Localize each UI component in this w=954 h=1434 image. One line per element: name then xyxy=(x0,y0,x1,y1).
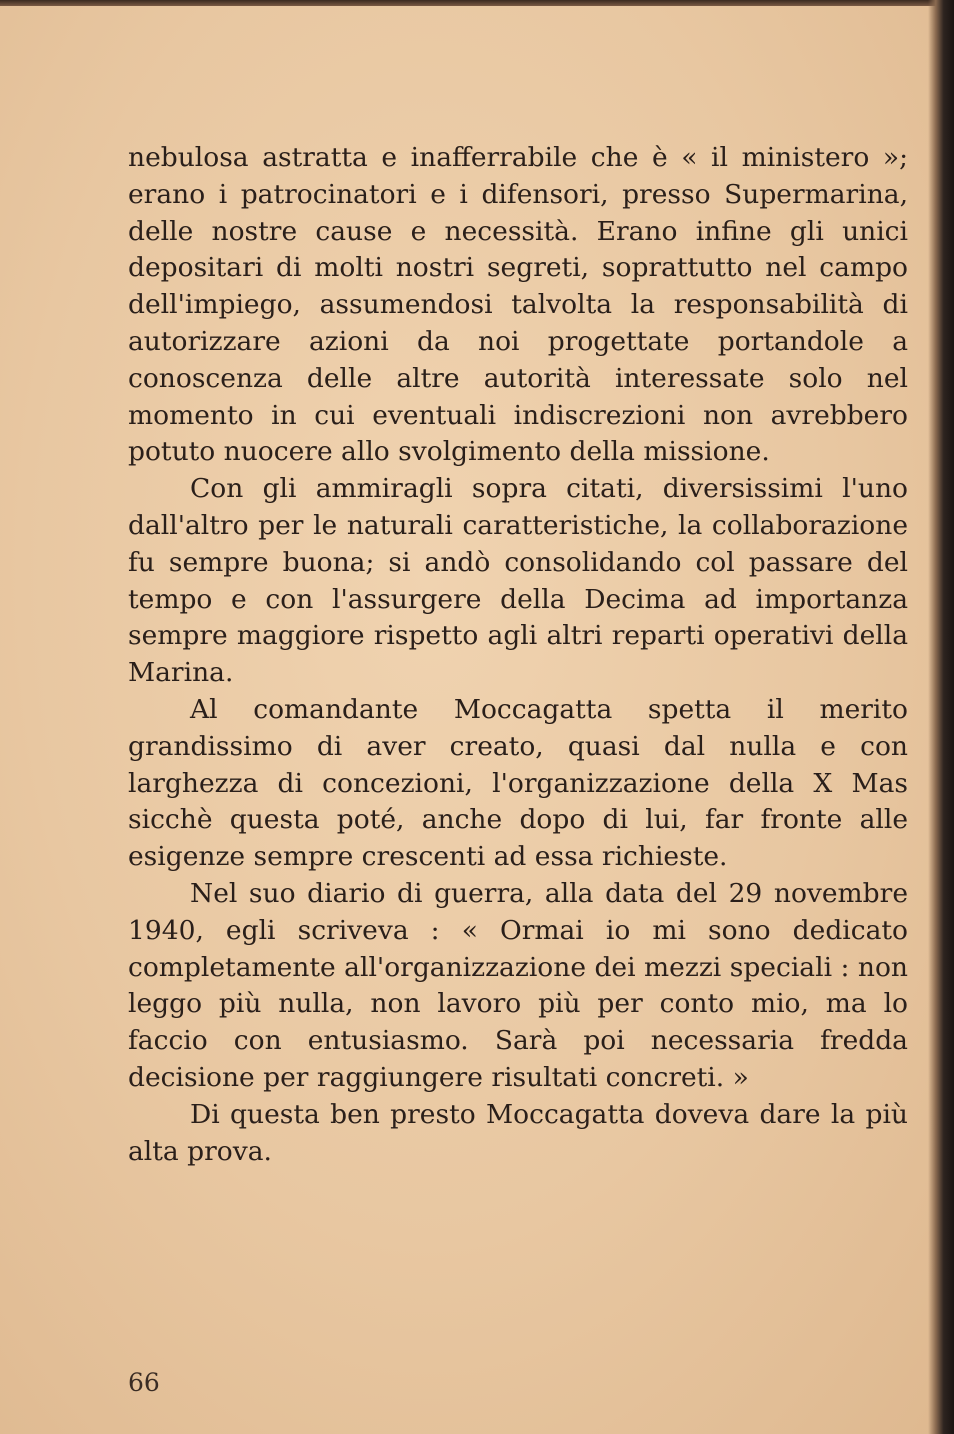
page-number: 66 xyxy=(128,1368,160,1397)
page-top-edge xyxy=(0,0,954,6)
book-spine-shadow xyxy=(928,0,954,1434)
paragraph-1: nebulosa astratta e inafferrabile che è « il ministero »; erano i patrocinatori e i difensori, presso Supermarina, delle nostre cause e necessità. Erano infine gli unici depositari di molti nostri segreti, soprattutto nel campo dell'impiego, assumendosi talvolta la responsabilità di autorizzare azioni da noi progettate portandole a conoscenza delle altre autorità interessate solo nel momento in cui eventuali indiscrezioni non avrebbero potuto nuocere allo svolgimento della missione. xyxy=(128,142,908,468)
paragraph-3: Al comandante Moccagatta spetta il merito grandissimo di aver creato, quasi dal nulla e con larghezza di concezioni, l'organizzazione della X Mas sicchè questa poté, anche dopo di lui, far fronte alle esigenze sempre crescenti ad essa richieste. xyxy=(128,693,908,873)
paragraph-2: Con gli ammiragli sopra citati, diversissimi l'uno dall'altro per le naturali caratteristiche, la collaborazione fu sempre buona; si andò consolidando col passare del tempo e con l'assurgere della Decima ad importanza sempre maggiore rispetto agli altri reparti operativi della Marina. xyxy=(128,473,908,689)
paragraph-5: Di questa ben presto Moccagatta doveva dare la più alta prova. xyxy=(128,1098,908,1167)
paragraph-4: Nel suo diario di guerra, alla data del 29 novembre 1940, egli scriveva : « Ormai io mi sono dedicato completamente all'organizzazione dei mezzi speciali : non leggo più nulla, non lavoro più per conto mio, ma lo faccio con entusiasmo. Sarà poi necessaria fredda decisione per raggiungere risultati concreti. » xyxy=(128,877,908,1093)
body-text xyxy=(128,140,908,1170)
